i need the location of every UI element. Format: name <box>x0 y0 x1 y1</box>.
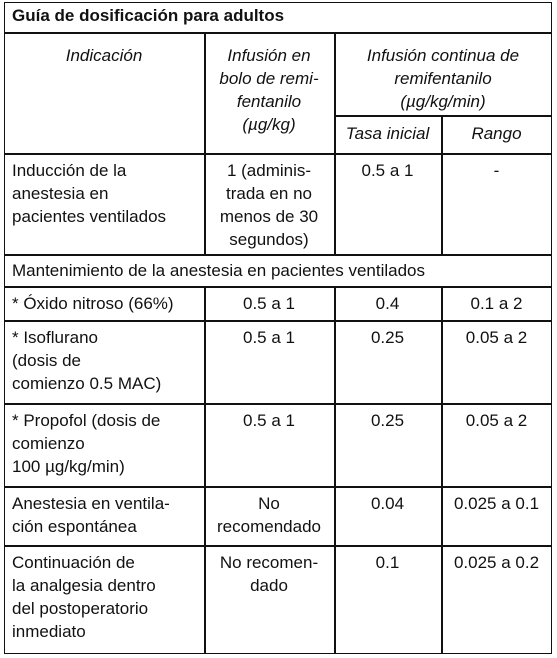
propofol-tasa: 0.25 <box>370 411 405 430</box>
espontanea-tasa: 0.04 <box>370 494 405 513</box>
rule-under-oxido <box>4 320 552 322</box>
isoflurano-rango: 0.05 a 2 <box>465 328 528 347</box>
rule-under-section <box>4 286 552 288</box>
espontanea-indicacion: Anestesia en ventila- ción espontánea <box>12 494 170 536</box>
propofol-rango: 0.05 a 2 <box>465 411 528 430</box>
induccion-indicacion: Inducción de la anestesia en pacientes ventilados <box>12 161 167 226</box>
rule-under-espontanea <box>4 545 552 547</box>
header-indicacion: Indicación <box>65 46 143 65</box>
rule-under-isoflurano <box>4 403 552 405</box>
isoflurano-tasa: 0.25 <box>370 328 405 347</box>
continuacion-tasa: 0.1 <box>375 553 400 572</box>
induccion-bolo: 1 (adminis- trada en no menos de 30 segundos) <box>219 161 319 249</box>
oxido-indicacion: * Óxido nitroso (66%) <box>12 294 174 313</box>
rule-under-subheader-top <box>334 115 552 117</box>
induccion-tasa: 0.5 a 1 <box>361 161 414 180</box>
header-rango: Rango <box>471 124 522 143</box>
oxido-tasa: 0.4 <box>375 294 400 313</box>
rule-under-title <box>4 32 552 34</box>
espontanea-rango: 0.025 a 0.1 <box>453 494 540 513</box>
rule-under-induccion <box>4 254 552 256</box>
rule-under-propofol <box>4 486 552 488</box>
rule-under-header <box>4 153 552 155</box>
header-continua: Infusión continua de remifentanilo (µg/kg/min) <box>366 46 520 111</box>
oxido-bolo: 0.5 a 1 <box>243 294 295 313</box>
propofol-indicacion: * Propofol (dosis de comienzo 100 µg/kg/min) <box>12 411 161 476</box>
isoflurano-indicacion: * Isoflurano (dosis de comienzo 0.5 MAC) <box>12 328 162 393</box>
continuacion-indicacion: Continuación de la analgesia dentro del postoperatorio inmediato <box>12 553 156 641</box>
header-bolo: Infusión en bolo de remi- fentanilo (µg/kg) <box>219 46 319 134</box>
propofol-bolo: 0.5 a 1 <box>243 411 295 430</box>
header-tasa-inicial: Tasa inicial <box>345 124 430 143</box>
induccion-rango: - <box>493 161 500 180</box>
section-mantenimiento: Mantenimiento de la anestesia en pacientes ventilados <box>12 261 425 280</box>
oxido-rango: 0.1 a 2 <box>470 294 523 313</box>
continuacion-bolo: No recomen- dado <box>219 553 319 595</box>
continuacion-rango: 0.025 a 0.2 <box>453 553 540 572</box>
espontanea-bolo: No recomendado <box>217 494 321 536</box>
table-title: Guía de dosificación para adultos <box>12 6 285 25</box>
isoflurano-bolo: 0.5 a 1 <box>243 328 295 347</box>
